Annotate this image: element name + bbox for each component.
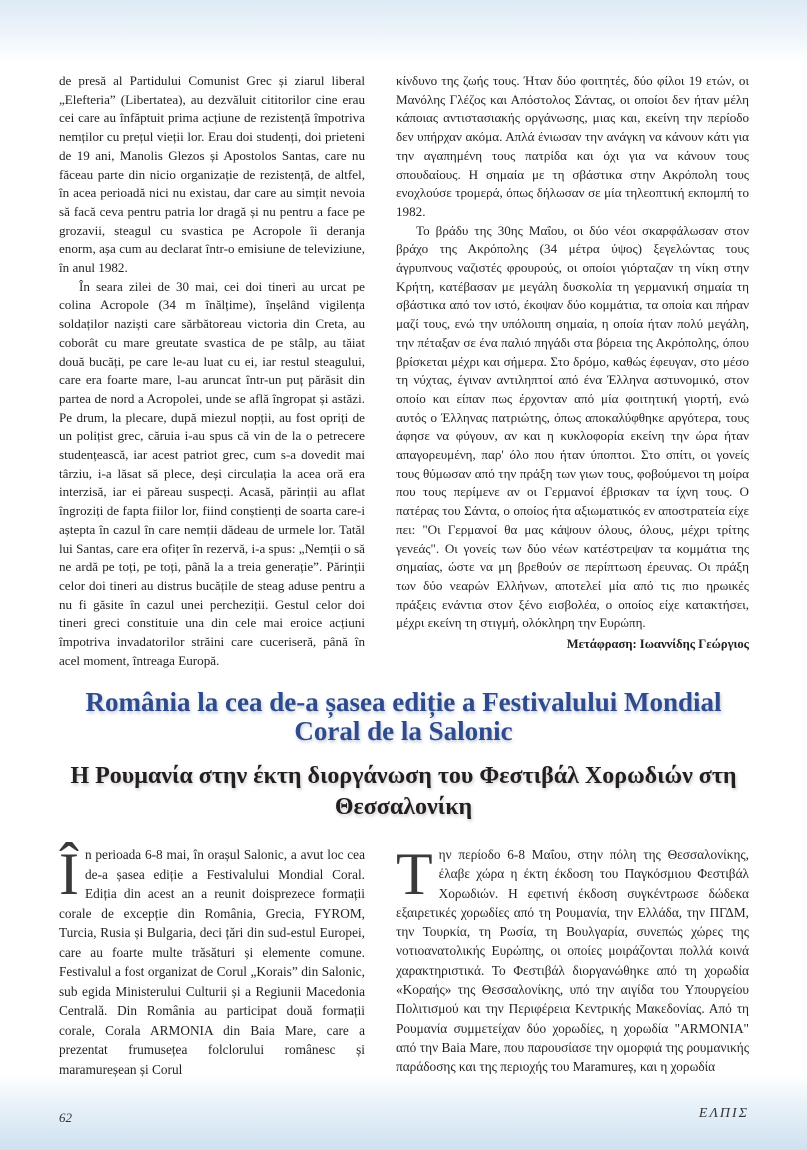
- romanian-column-bottom: [59, 841, 365, 1079]
- romanian-column-top: [59, 72, 365, 671]
- ro-drop-cap: Î: [59, 841, 79, 907]
- gr-paragraph-2: Το βράδυ της 30ης Μαΐου, οι δύο νέοι σκαρφάλωσαν στον βράχο της Ακρόπολης (34 μέτρα ύψος) ξεγελώντας τους άγρυπνους ναζιστές φρουρούς, οι οποίοι γιόρταζαν τη νίκη στην Κρήτη, κατέβασαν με μεγάλη δυσκολία τη γερμανική σημαία τη σβάστικα από τον ιστό, έκοψαν δύο κομμάτια, τα οποία και πήραν μαζί τους, ενώ την υπόλοιπη σημαία, η οποία ήταν πολύ μεγάλη, την πέταξαν σε ένα παλιό πηγάδι στα βόρεια της Ακρόπολης, όπου βρίσκεται μέχρι και σήμερα. Στο δρόμο, καθώς έφευγαν, στο μέσο τη νύχτας, έγιναν αντιληπτοί από ένα Έλληνα αστυνομικό, στον οποίο και είπαν πως έρχονταν από μία φοιτητική γιορτή, ενώ αυτός ο Έλληνας πατριώτης, όπως αποκαλύφθηκε αργότερα, τους άφησε να φύγουν, αν και η κυκλοφορία εκείνη την ώρα ήταν απαγορευμένη, παρ' όλο που ήταν ύποπτοι. Στο σπίτι, οι γονείς τους θύμωσαν από την πράξη των γιων τους, φοβούμενοι τη μοίρα που τους περίμενε αν οι Γερμανοί έβρισκαν τα ίχνη τους. Ο πατέρας του Σάντα, ο οποίος ήτα αξιωματικός εν αποστρατεία είχε πει: "Οι Γερμανοί θα μας κάψουν όλους, όλους, μέχρι τρίτης γενεάς". Οι γονείς των δύο νέων κατέστρεψαν τα κομμάτια της σημαίας, ώστε να μη βρεθούν σε περίπτωση έρευνας. Οι πράξη των δύο νεαρών Ελλήνων, αποτελεί μία από τις πιο ηρωικές πράξεις ενάντια στον ξένο εισβολέα, ο οποίος είχε κατακτήσει, μέχρι εκείνη τη στιγμή, ολόκληρη την Ευρώπη.: [396, 222, 749, 631]
- article-title-romanian: România la cea de-a șasea ediție a Festivalului Mondial Coral de la Salonic: [85, 687, 722, 746]
- gr-article-text: ην περίοδο 6-8 Μαΐου, στην πόλη της Θεσσαλονίκης, έλαβε χώρα η έκτη έκδοση του Παγκόσμιου Φεστιβάλ Χορωδιών. Η εφετινή έκδοση συγκέντρωσε δώδεκα εξαιρετικές χορωδίες από τη Ρουμανία, την Ελλάδα, την ΠΓΔΜ, την Τουρκία, τη Ρωσία, τη Βουλγαρία, συνεπώς χώρες της νοτιοανατολικής Ευρώπης, οι οποίες μοιράζονται πολλά κοινά χαρακτηριστικά. Το Φεστιβάλ διοργανώθηκε από τη χορωδία «Κοραής» της Θεσσαλονίκης, υπό την αιγίδα του Υπουργείου Πολιτισμού και την Περιφέρεια Κεντρικής Μακεδονίας. Από τη Ρουμανία συμμετείχαν δύο χορωδίες, η χορωδία "ARMONIA" από την Baia Mare, που παρουσίασε την ομορφιά της ρουμανικής παράδοσης και της περιοχής του Maramureș, και η χορωδία: [396, 847, 749, 1075]
- ro-article-text: n perioada 6-8 mai, în orașul Salonic, a avut loc cea de-a șasea ediție a Festivalului Mondial Coral. Ediția din acest an a reunit doisprezece formații corale de excepție din România, Grecia, FYROM, Turcia, Rusia și Bulgaria, deci țări din sud-estul Europei, care au foarte multe trăsături și elemente comune. Festivalul a fost organizat de Corul „Korais” din Salonic, sub egida Ministerului Culturii și a Regiunii Macedonia Centrală. Din România au participat două formații corale, Corala ARMONIA din Baia Mare, care a prezentat frumusețea folclorului românesc și maramureșean și Corul: [59, 847, 365, 1077]
- page-number: 62: [59, 1110, 72, 1125]
- greek-column-bottom: [396, 841, 749, 1077]
- ro-paragraph-2: În seara zilei de 30 mai, cei doi tineri au urcat pe colina Acropole (34 m înălțime), înșelând vigilența soldaților naziști care sărbătoreau victoria din Creta, au coborât cu mare greutate svastica de pe stâlp, au tăiat două bucăți, pe care le-au luat cu ei, iar restul steagului, care era foarte mare, l-au aruncat într-un puț părăsit din partea de nord a Acropolei, unde se află îngropat și astăzi. Pe drum, la plecare, după miezul nopții, au fost opriți de un polițist grec, căruia i-au spus că vin de la o petrecere studențească, iar acest patriot grec, cum s-a dovedit mai târziu, i-a lăsat să plece, deși circulația la acea oră era interzisă, iar ei păreau suspecți. Acasă, părinții au aflat îngroziți de fapta fiilor lor, fiind conștienți de soarta care-i aștepta în cazul în care nemții dădeau de urmele lor. Tatăl lui Santas, care era ofițer în rezervă, i-a spus: „Nemții o să ne ardă pe toți, pe toți, până la a treia generație”. Părinții celor doi tineri au distrus bucățile de steag aduse pentru a nu fi găsite în cazul unei percheziții. Gestul celor doi tineri greci constituie una din cele mai eroice acțiuni împotriva invadatorilor străini care cuceriseră, până în acel moment, întreaga Europă.: [59, 278, 365, 668]
- header-band: [0, 0, 807, 62]
- ro-paragraph-1: de presă al Partidului Comunist Grec și ziarul liberal „Elefteria” (Libertatea), au dezvăluit cititorilor cine erau cei care au înfăptuit prima acțiune de rezistență împotriva nemților cu prețul vieții lor. Erau doi studenți, doi prieteni de 19 ani, Manolis Glezos și Apostolos Santas, care nu făceau parte din nicio organizație de rezistență, de altfel, în acea perioadă nici nu existau, dar care au simțit nevoia să facă ceva pentru patria lor dragă și nu pentru a face pe grozavii, steagul cu svastica pe Acropole îi deranja enorm, așa cum au declarat într-o emisiune de televiziune, în anul 1982.: [59, 73, 365, 276]
- magazine-name: ΕΛΠΙΣ: [698, 1106, 749, 1121]
- translator-credit: Μετάφραση: Ιωαννίδης Γεώργιος: [566, 637, 749, 652]
- article-title-greek: Η Ρουμανία στην έκτη διοργάνωση του Φεστιβάλ Χορωδιών στη Θεσσαλονίκη: [70, 763, 737, 820]
- gr-paragraph-1: κίνδυνο της ζωής τους. Ήταν δύο φοιτητές, δύο φίλοι 19 ετών, οι Μανόλης Γλέζος και Απόστολος Σάντας, οι οποίοι δεν ήταν μέλη κάποιας αντιστασιακής οργάνωσης, μιας και, εκείνη την περίοδο δεν υπήρχαν ακόμα. Απλά ένιωσαν την ανάγκη να κάνουν κάτι για την αγαπημένη τους πατρίδα και όχι για να κάνουν τους σπουδαίους. Η σημαία με τη σβάστικα στην Ακρόπολη τους ενοχλούσε τρομερά, όπως δήλωσαν σε μία τηλεοπτική εκπομπή το 1982.: [396, 73, 749, 219]
- footer-band: [0, 1075, 807, 1150]
- greek-column-top: [396, 72, 749, 654]
- gr-drop-cap: Τ: [396, 841, 433, 907]
